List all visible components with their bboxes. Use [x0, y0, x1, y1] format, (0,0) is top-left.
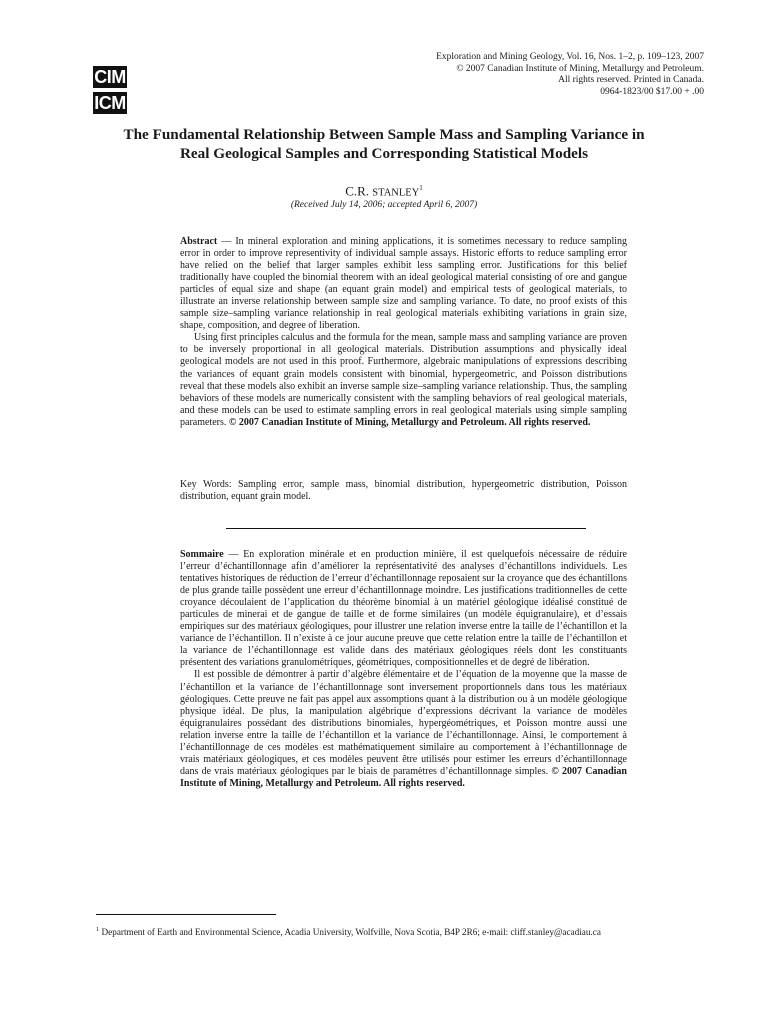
- sommaire: [180, 549, 627, 790]
- journal-citation: [284, 52, 704, 98]
- sommaire-heading: Sommaire: [180, 549, 224, 560]
- sommaire-copyright: © 2007 Canadian Institute of Mining, Metallurgy and Petroleum. All rights reserved.: [180, 765, 627, 789]
- footnote-divider: [96, 914, 276, 915]
- sommaire-text-1: — En exploration minérale et en production minière, il est quelquefois nécessaire de réduire l’erreur d’échantillonnage afin d’améliorer la représentativité des analyses d’échantillons individuels. Les tentatives historiques de réduction de l’erreur d’échantillonnage reposaient sur la croyance que des échantillons de plus grande taille possèdent une erreur d’échantillonnage moindre. Les justifications traditionnelles de cette croyance découlaient de l’application du théorème binomial à un matériel géologique idéalisé constitué de particules de minerai et de gangue de taille et de forme similaires (un modèle équigranulaire), et d’essais empiriques sur des matériaux géologiques, pour illustrer une relation inverse entre la taille de l’échantillon et la variance de l’échantillon. Il n’existe à ce jour aucune preuve que cette relation entre la taille de l’échantillon et la variance de l’échantillonnage est valide dans des matériaux géologiques réels dont les constituants présentent des variations granulométriques, géométriques, compositionnelles et de degré de libération.: [180, 549, 627, 669]
- journal-line-1: Exploration and Mining Geology, Vol. 16, Nos. 1–2, p. 109–123, 2007: [436, 52, 704, 62]
- footnote: [96, 924, 676, 938]
- author-initials: C.R.: [345, 183, 373, 199]
- sommaire-paragraph-1: [180, 549, 627, 669]
- author-surname: STANLEY: [372, 187, 420, 199]
- title-line-2: Real Geological Samples and Corresponding Statistical Models: [179, 145, 589, 162]
- section-divider: [226, 528, 586, 529]
- logo-icm: ICM: [94, 93, 126, 113]
- cim-icm-logo: [93, 66, 127, 114]
- footnote-text: Department of Earth and Environmental Science, Acadia University, Wolfville, Nova Scotia, B4P 2R6; e-mail: cliff.stanley@acadiau.ca: [99, 927, 601, 938]
- paper-title: [96, 125, 672, 163]
- sommaire-text-2: Il est possible de démontrer à partir d’algèbre élémentaire et de l’équation de la moyenne que la masse de l’échantillon et la variance de l’échantillonnage sont inversement proportionnels dans tous les matériaux géologiques. Cette preuve ne fait pas appel aux assomptions quant à la distribution ou à un modèle géologique physique idéal. De plus, la manipulation algébrique d’expressions décrivant la variance de modèles équigranulaires possédant des distributions binomiales, hypergéométriques, et Poisson montre aussi une relation inverse entre la taille de l’échantillon et la variance de l’échantillonnage. Ainsi, le comportement à l’échantillonnage de ces modèles est mathématiquement similaire au comportement à l’échantillonnage de vrais matériaux géologiques, et ces modèles peuvent être utilisés pour estimer les erreurs d’échantillonnage dans de vrais matériaux géologiques par le biais de paramètres d’échantillonnage simples.: [180, 669, 627, 777]
- logo-cim: CIM: [94, 67, 126, 87]
- journal-line-2: © 2007 Canadian Institute of Mining, Metallurgy and Petroleum.: [456, 63, 704, 74]
- abstract-paragraph-2: [180, 332, 627, 428]
- received-dates: (Received July 14, 2006; accepted April 6, 2007): [290, 200, 478, 210]
- keywords: [180, 479, 627, 503]
- footnote-mark: 1: [96, 926, 100, 933]
- abstract-text-2: Using first principles calculus and the formula for the mean, sample mass and sampling variance are proven to be inversely proportional in all geological materials. Distribution assumptions and physically ideal geological models are not used in this proof. Furthermore, algebraic manipulations of expressions describing the variances of equant grain models consistent with binomial, hypergeometric, and Poisson distributions reveal that these models also exhibit an inverse sample size–sampling variance relationship. Thus, the sampling behaviors of these models are numerically consistent with the sampling behaviors of real geological materials, and these models can be used to estimate sampling errors in real geological materials using simple sampling parameters.: [180, 332, 627, 428]
- keywords-text: Key Words: Sampling error, sample mass, binomial distribution, hypergeometric distribution, Poisson distribution, equant grain model.: [180, 479, 627, 503]
- abstract: [180, 236, 627, 429]
- journal-line-3: All rights reserved. Printed in Canada.: [558, 75, 704, 85]
- abstract-text-1: — In mineral exploration and mining applications, it is sometimes necessary to reduce sampling error in order to improve representivity of individual sample assays. Historic efforts to reduce sampling error have relied on the belief that larger samples exhibit less sampling error. Justifications for this belief traditionally have coupled the binomial theorem with an ideal geological material consisting of ore and gangue particles of equal size and shape (an equant grain model) and empirical tests of geological materials, to illustrate an inverse relationship between sample size and sampling variance. To date, no proof exists of this sample size–sampling variance relationship in real geological materials exhibiting variations in grain size, shape, composition, and degree of liberation.: [180, 236, 627, 332]
- abstract-paragraph-1: [180, 236, 627, 332]
- sommaire-paragraph-2: [180, 669, 627, 789]
- title-line-1: The Fundamental Relationship Between Sample Mass and Sampling Variance in: [123, 126, 645, 143]
- author-footnote-mark: 1: [419, 184, 423, 192]
- journal-line-4: 0964-1823/00 $17.00 + .00: [600, 86, 704, 97]
- abstract-copyright: © 2007 Canadian Institute of Mining, Metallurgy and Petroleum. All rights reserved.: [226, 416, 591, 428]
- abstract-heading: Abstract: [180, 236, 218, 247]
